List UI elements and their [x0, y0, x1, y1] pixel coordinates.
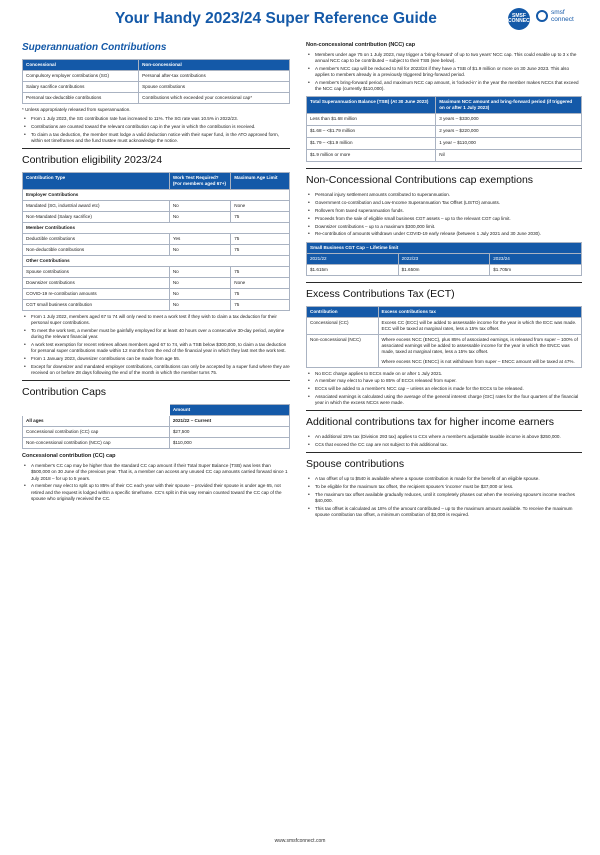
bullet-list: [22, 463, 290, 502]
cell: Salary sacrifice contributions: [23, 82, 139, 93]
cell: $27,500: [169, 427, 289, 438]
col-header: Work Test Required? (For members aged 67+): [169, 173, 230, 190]
col-header: Non-concessional: [139, 60, 290, 71]
cell: Concessional contribution (CC) cap: [23, 427, 170, 438]
list-item: • A member's CC cap may be higher than the standard CC cap amount if their Total Super Balance (TSB) was less than $500,000 on 30 June of the previous year. That is, a member can access any unused CC cap amounts carried forward since 1 July 2018 – for up to 5 years.: [22, 463, 290, 482]
list-item: • Re-contribution of amounts withdrawn under COVID-19 early release (between 1 July 2021 and 30 June 2030).: [306, 231, 582, 237]
cell: No: [169, 300, 230, 311]
table-row: [307, 114, 582, 126]
list-item: • To claim a tax deduction, the member must lodge a valid deduction notice with their super fund, in the ATO approved form, within set timeframes and the fund trustee must acknowledge the notice.: [22, 132, 290, 144]
table-row: [23, 71, 290, 82]
table-row: [23, 438, 290, 449]
col-header: Concessional: [23, 60, 139, 71]
table-row: [23, 300, 290, 311]
cell: 75: [231, 289, 290, 300]
list-item: • An additional 15% tax (Division 293 tax) applies to CCs where a member's adjustable taxable income is above $250,000.: [306, 434, 582, 440]
caps-table: [22, 404, 290, 449]
list-item: • A tax offset of up to $540 is available where a spouse contribution is made for the benefit of an eligible spouse.: [306, 476, 582, 482]
logo-ring-icon: [536, 10, 548, 22]
table-row: [23, 234, 290, 245]
cell: Non-Mandated (Salary sacrifice): [23, 212, 170, 223]
cell-text: Where excess NCC (ENCC), plus 85% of associated earnings, is released from super – 100% of associated earnings will be added to assessable income for the year in which the ENCC was made, taxed at marginal rates, less a 15% tax offset.: [381, 336, 578, 354]
table-row: [23, 93, 290, 104]
cgt-cap-table: [306, 242, 582, 276]
cell: [378, 334, 582, 367]
table-row: [23, 245, 290, 256]
list-item: • Contributions are counted toward the relevant contribution cap in the year in which the contribution is received.: [22, 124, 290, 130]
cell: $110,000: [169, 438, 289, 449]
list-item: • CCs that exceed the CC cap are not subject to this additional tax.: [306, 442, 582, 448]
smsf-badge-logo: SMSF CONNECT: [508, 8, 530, 30]
table-row: [307, 126, 582, 138]
bullet-list: [306, 192, 582, 237]
table-row: [307, 334, 582, 367]
list-item: • A member's bring-forward period, and maximum NCC cap amount, is 'locked-in' in the year the member makes NCCs that exceed the NCC cap (currently $110,000).: [306, 80, 582, 92]
cell: Non-deductible contributions: [23, 245, 170, 256]
cell: 75: [231, 234, 290, 245]
col-header: Amount: [169, 405, 289, 416]
cell: Concessional (CC): [307, 317, 379, 334]
list-item: • A member may elect to have up to 85% of ECCs released from super.: [306, 378, 582, 384]
section-heading-addtax: Additional contributions tax for higher income earners: [306, 410, 582, 428]
cell: Contributions which exceeded your concessional cap*: [139, 93, 290, 104]
group-label: Other Contributions: [23, 256, 290, 267]
list-item: • Government co-contribution and Low-Income Superannuation Tax Offset (LISTO) amounts.: [306, 200, 582, 206]
section-heading-caps: Contribution Caps: [22, 380, 290, 398]
cell: Personal tax-deductible contributions: [23, 93, 139, 104]
subheading-ncc-cap: Non-concessional contribution (NCC) cap: [306, 42, 416, 48]
table-row: [23, 289, 290, 300]
list-item: • No ECC charge applies to ECCs made on or after 1 July 2021.: [306, 371, 582, 377]
list-item: • Members under age 75 on 1 July 2023, may trigger a 'bring-forward' of up to two years' NCC cap. This could enable up to 3 x the annual NCC cap to be contributed – subject to their TSB (see below).: [306, 52, 582, 64]
super-contrib-table: [22, 59, 290, 104]
cell: No: [169, 201, 230, 212]
cell: Compulsory employer contributions (SG): [23, 71, 139, 82]
table-row: [23, 278, 290, 289]
eligibility-table: [22, 172, 290, 311]
cell: No: [169, 212, 230, 223]
cell: Personal after-tax contributions: [139, 71, 290, 82]
list-item: • Rollovers from taxed superannuation funds.: [306, 208, 582, 214]
table-row: [23, 201, 290, 212]
section-heading-ect: Excess Contributions Tax (ECT): [306, 282, 582, 300]
cell: 2 years – $220,000: [436, 126, 582, 138]
cell: Excess CC (ECC) will be added to assessable income for the year in which the ECC was made. ECC will be taxed at marginal rates, less a 15% tax offset.: [378, 317, 582, 334]
cell: 75: [231, 212, 290, 223]
cell: 2021/22 – Current: [169, 416, 289, 427]
table-row: [23, 82, 290, 93]
cell: Deductible contributions: [23, 234, 170, 245]
bullet-list: [22, 116, 290, 144]
cell: 75: [231, 245, 290, 256]
cell: $1.650m: [398, 264, 490, 275]
cell: $1.615m: [307, 264, 399, 275]
table-row: [307, 317, 582, 334]
cell: No: [169, 267, 230, 278]
list-item: • Proceeds from the sale of eligible small business CGT assets – up to the relevant CGT cap limit.: [306, 216, 582, 222]
cell: All ages: [23, 416, 170, 427]
list-item: • Associated earnings is calculated using the average of the general interest charge (GIC) rates for the four quarters of the financial year in which the excess NCCs were made.: [306, 394, 582, 406]
table-title: Small Business CGT Cap – Lifetime limit: [307, 242, 582, 253]
table-row: [307, 150, 582, 162]
col-header: Contribution: [307, 306, 379, 317]
col-header: Maximum Age Limit: [231, 173, 290, 190]
section-heading-eligibility: Contribution eligibility 2023/24: [22, 148, 290, 166]
table-row: [23, 267, 290, 278]
cell: 75: [231, 267, 290, 278]
col-header: Total Superannuation Balance (TSB) (At 30 June 2023): [307, 97, 436, 114]
col-header: 2021/22: [307, 253, 399, 264]
group-label: Employer Contributions: [23, 190, 290, 201]
list-item: • To be eligible for the maximum tax offset, the recipient spouse's 'income' must be $37,000 or less.: [306, 484, 582, 490]
list-item: • Downsizer contributions – up to a maximum $300,000 limit.: [306, 224, 582, 230]
cell: $1.705m: [490, 264, 582, 275]
cell: None: [231, 278, 290, 289]
bullet-list: [306, 476, 582, 518]
cell: $1.9 million or more: [307, 150, 436, 162]
footer-url: www.smsfconnect.com: [274, 838, 326, 844]
smsf-connect-logo: [536, 8, 594, 32]
list-item: • The maximum tax offset available gradually reduces, until it completely phases out when the receiving spouse's income reaches $40,000.: [306, 492, 582, 504]
cell: 75: [231, 300, 290, 311]
blank-header: [23, 405, 170, 416]
cell: Mandated (SG, industrial award etc): [23, 201, 170, 212]
page-title: Your Handy 2023/24 Super Reference Guide: [115, 10, 437, 27]
bullet-list: [22, 314, 290, 376]
list-item: • This tax offset is calculated as 18% of the amount contributed – up to the maximum amount available. To receive the maximum spouse contribution tax offset, a minimum contribution of $3,000 is required.: [306, 506, 582, 518]
table-row: [307, 264, 582, 275]
cell: Nil: [436, 150, 582, 162]
cell: Less than $1.68 million: [307, 114, 436, 126]
cell: Yes: [169, 234, 230, 245]
cell: No: [169, 245, 230, 256]
list-item: • From 1 January 2023, downsizer contributions can be made from age 55.: [22, 356, 290, 362]
list-item: • A member's NCC cap will be reduced to Nil for 2023/24 if they have a TSB of $1.9 million or more on 30 June 2023. This also applies to members already in a previously triggered bring-forward period.: [306, 66, 582, 78]
col-header: 2023/24: [490, 253, 582, 264]
bullet-list: [306, 52, 582, 92]
cell: 3 years – $330,000: [436, 114, 582, 126]
tsb-table: [306, 96, 582, 162]
group-label: Member Contributions: [23, 223, 290, 234]
subheading-cc-cap: Concessional contribution (CC) cap: [22, 453, 116, 460]
cell: None: [231, 201, 290, 212]
table-row: [307, 138, 582, 150]
ect-table: [306, 306, 582, 368]
col-header: 2022/23: [398, 253, 490, 264]
bullet-list: [306, 371, 582, 407]
left-column: [22, 40, 290, 506]
right-column: [306, 38, 582, 522]
col-header: Excess contributions tax: [378, 306, 582, 317]
cell: No: [169, 289, 230, 300]
cell: $1.79 – <$1.9 million: [307, 138, 436, 150]
cell: Non-concessional (NCC): [307, 334, 379, 367]
cell: 1 year – $110,000: [436, 138, 582, 150]
cell: $1.68 – <$1.79 million: [307, 126, 436, 138]
section-heading-exemptions: Non-Concessional Contributions cap exemptions: [306, 168, 582, 186]
cell: Downsizer contributions: [23, 278, 170, 289]
col-header: Maximum NCC amount and bring-forward period (if triggered on or after 1 July 2023): [436, 97, 582, 114]
logo-brand-top: smsf: [551, 9, 565, 16]
list-item: • From 1 July 2022, members aged 67 to 74 will only need to meet a work test if they wish to claim a tax deduction for their personal super contributions.: [22, 314, 290, 326]
section-heading-spouse: Spouse contributions: [306, 452, 582, 470]
cell: Spouse contributions: [139, 82, 290, 93]
col-header: Contribution Type: [23, 173, 170, 190]
table-row: [23, 212, 290, 223]
cell: CGT small business contribution: [23, 300, 170, 311]
list-item: • Except for downsizer and mandated employer contributions, contributions can only be accepted by a super fund where they are received on or before 28 days following the end of the month in which the member turns 75.: [22, 364, 290, 376]
page-header: [0, 0, 600, 40]
bullet-list: [306, 434, 582, 448]
logo-brand-bottom: connect: [551, 16, 574, 23]
table-row: [23, 416, 290, 427]
list-item: • From 1 July 2023, the SG contribution rate has increased to 11%. The SG rate was 10.5% in 2022/23.: [22, 116, 290, 122]
list-item: • To meet the work test, a member must be gainfully employed for at least 40 hours over a consecutive 30-day period, anytime during the relevant financial year.: [22, 328, 290, 340]
cell: No: [169, 278, 230, 289]
list-item: • A member may elect to split up to 85% of their CC each year with their spouse – provided their spouse is under age 65, not retired and the request is lodged within a specific timeframe. CC's split in this way remain counted toward the CC cap of the spouse who originally received the CC.: [22, 483, 290, 502]
cell: COVID-19 re-contribution amounts: [23, 289, 170, 300]
cell-text: Where excess NCC (ENCC) is not withdrawn from super – ENCC amount will be taxed at 47%.: [381, 358, 575, 364]
cell: Spouse contributions: [23, 267, 170, 278]
list-item: • A work test exemption for recent retirees allows members aged 67 to 74, with a TSB below $300,000, to claim a tax deduction for personal super contributions made within 12 months from the end of the financial year in which they last met the work test.: [22, 342, 290, 354]
section-heading-super: Superannuation Contributions: [22, 42, 167, 53]
cell: Non-concessional contribution (NCC) cap: [23, 438, 170, 449]
footnote: * Unless appropriately released from superannuation.: [22, 107, 131, 112]
list-item: • ECCs will be added to a member's NCC cap – unless an election is made for the ECCs to be released.: [306, 386, 582, 392]
list-item: • Personal injury settlement amounts contributed to superannuation.: [306, 192, 582, 198]
table-row: [23, 427, 290, 438]
